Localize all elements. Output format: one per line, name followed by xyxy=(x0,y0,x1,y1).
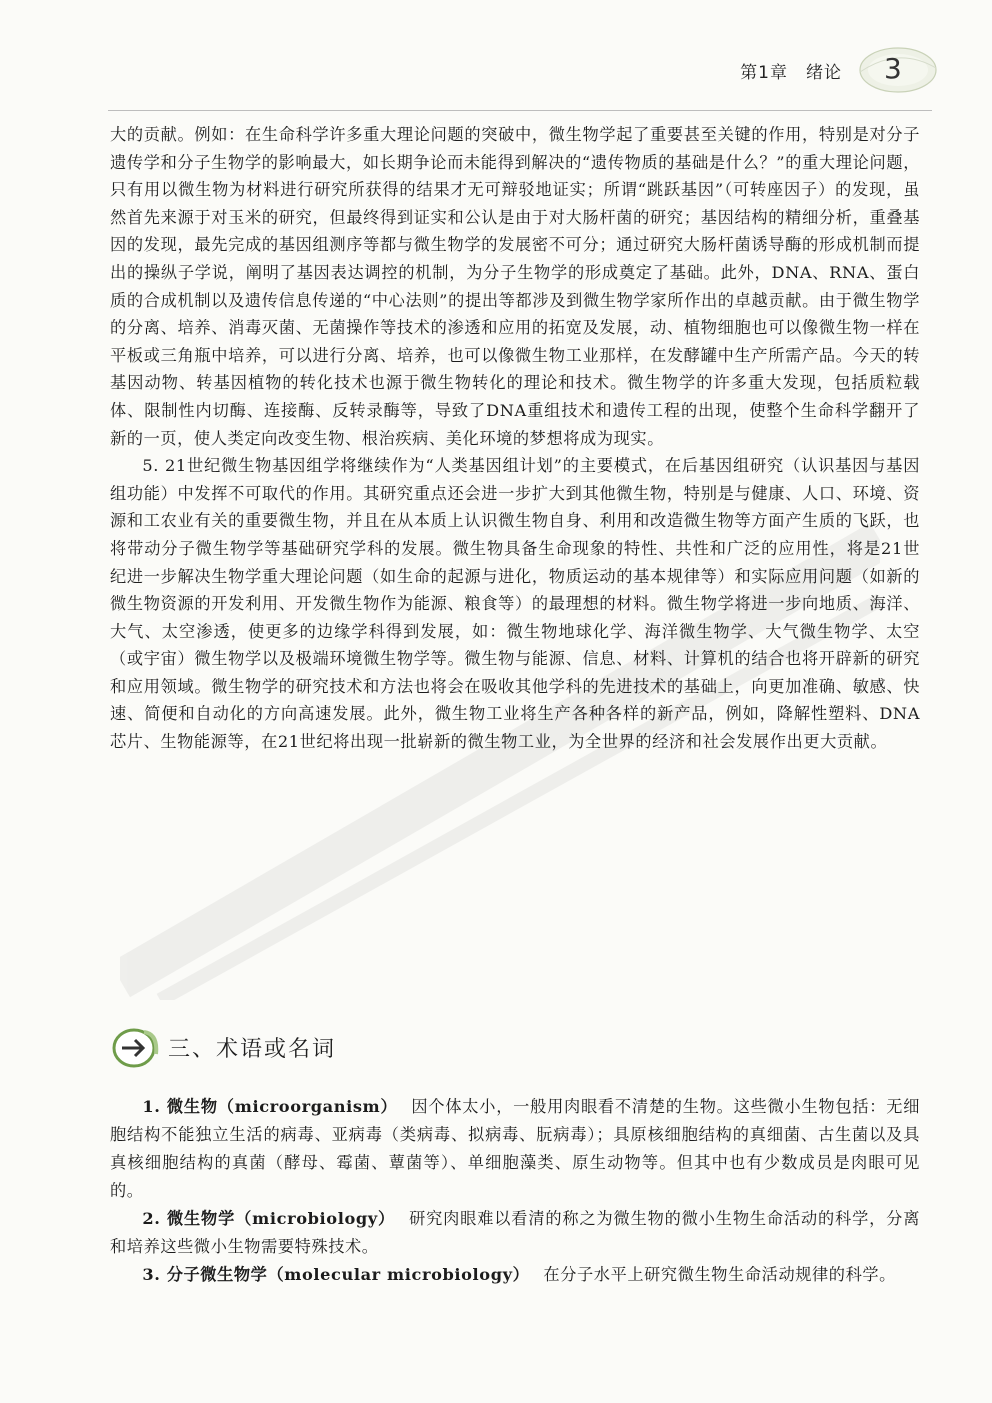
term-heading: 2. 微生物学（microbiology） xyxy=(142,1209,396,1228)
header-rule xyxy=(108,110,932,111)
chapter-label: 第1章 绪论 xyxy=(740,63,842,83)
term-molecular-microbiology xyxy=(110,1261,920,1289)
term-definition: 在分子水平上研究微生物生命活动规律的科学。 xyxy=(543,1265,896,1284)
paragraph-2: 5. 21世纪微生物基因组学将继续作为“人类基因组计划”的主要模式，在后基因组研究（认识基因与基因组功能）中发挥不可取代的作用。其研究重点还会进一步扩大到其他微生物，特别是与健康、人口、环境、资源和工农业有关的重要微生物，并且在从本质上认识微生物自身、利用和改造微生物等方面产生质的飞跃，也将带动分子微生物学等基础研究学科的发展。微生物具备生命现象的特性、共性和广泛的应用性，将是21世纪进一步解决生物学重大理论问题（如生命的起源与进化，物质运动的基本规律等）和实际应用问题（如新的微生物资源的开发利用、开发微生物作为能源、粮食等）的最理想的材料。微生物学将进一步向地质、海洋、大气、太空渗透，使更多的边缘学科得到发展，如：微生物地球化学、海洋微生物学、大气微生物学、太空（或宇宙）微生物学以及极端环境微生物学等。微生物与能源、信息、材料、计算机的结合也将开辟新的研究和应用领域。微生物学的研究技术和方法也将会在吸收其他学科的先进技术的基础上，向更加准确、敏感、快速、简便和自动化的方向高速发展。此外，微生物工业将生产各种各样的新产品，例如，降解性塑料、DNA芯片、生物能源等，在21世纪将出现一批崭新的微生物工业，为全世界的经济和社会发展作出更大贡献。 xyxy=(110,456,920,752)
term-heading: 1. 微生物（microorganism） xyxy=(142,1097,398,1116)
section-title: 三、术语或名词 xyxy=(168,1037,337,1062)
body-text xyxy=(110,121,920,756)
page-header xyxy=(0,40,992,110)
page-number: 3 xyxy=(884,52,902,85)
term-heading: 3. 分子微生物学（molecular microbiology） xyxy=(142,1265,530,1284)
term-microorganism xyxy=(110,1093,920,1205)
term-definition: 因个体太小，一般用肉眼看不清楚的生物。这些微小生物包括：无细胞结构不能独立生活的病毒、亚病毒（类病毒、拟病毒、朊病毒）；具原核细胞结构的真细菌、古生菌以及具真核细胞结构的真菌（酵母、霉菌、蕈菌等）、单细胞藻类、原生动物等。但其中也有少数成员是肉眼可见的。 xyxy=(110,1097,921,1200)
page-number-badge xyxy=(854,42,940,98)
term-definition: 研究肉眼难以看清的称之为微生物的微小生物生命活动的科学，分离和培养这些微小生物需要特殊技术。 xyxy=(110,1209,920,1256)
term-microbiology xyxy=(110,1205,920,1261)
section-heading xyxy=(110,1024,920,1078)
arrow-circle-icon xyxy=(112,1024,160,1072)
terms-list xyxy=(110,1093,920,1289)
paragraph-1: 大的贡献。例如：在生命科学许多重大理论问题的突破中，微生物学起了重要甚至关键的作用，特别是对分子遗传学和分子生物学的影响最大，如长期争论而未能得到解决的“遗传物质的基础是什么？”的重大理论问题，只有用以微生物为材料进行研究所获得的结果才无可辩驳地证实；所谓“跳跃基因”（可转座因子）的发现，虽然首先来源于对玉米的研究，但最终得到证实和公认是由于对大肠杆菌的研究；基因结构的精细分析，重叠基因的发现，最先完成的基因组测序等都与微生物学的发展密不可分；通过研究大肠杆菌诱导酶的形成机制而提出的操纵子学说，阐明了基因表达调控的机制，为分子生物学的形成奠定了基础。此外，DNA、RNA、蛋白质的合成机制以及遗传信息传递的“中心法则”的提出等都涉及到微生物学家所作出的卓越贡献。由于微生物学的分离、培养、消毒灭菌、无菌操作等技术的渗透和应用的拓宽及发展，动、植物细胞也可以像微生物一样在平板或三角瓶中培养，可以进行分离、培养，也可以像微生物工业那样，在发酵罐中生产所需产品。今天的转基因动物、转基因植物的转化技术也源于微生物转化的理论和技术。微生物学的许多重大发现，包括质粒载体、限制性内切酶、连接酶、反转录酶等，导致了DNA重组技术和遗传工程的出现，使整个生命科学翻开了新的一页，使人类定向改变生物、根治疾病、美化环境的梦想将成为现实。 xyxy=(110,125,920,448)
